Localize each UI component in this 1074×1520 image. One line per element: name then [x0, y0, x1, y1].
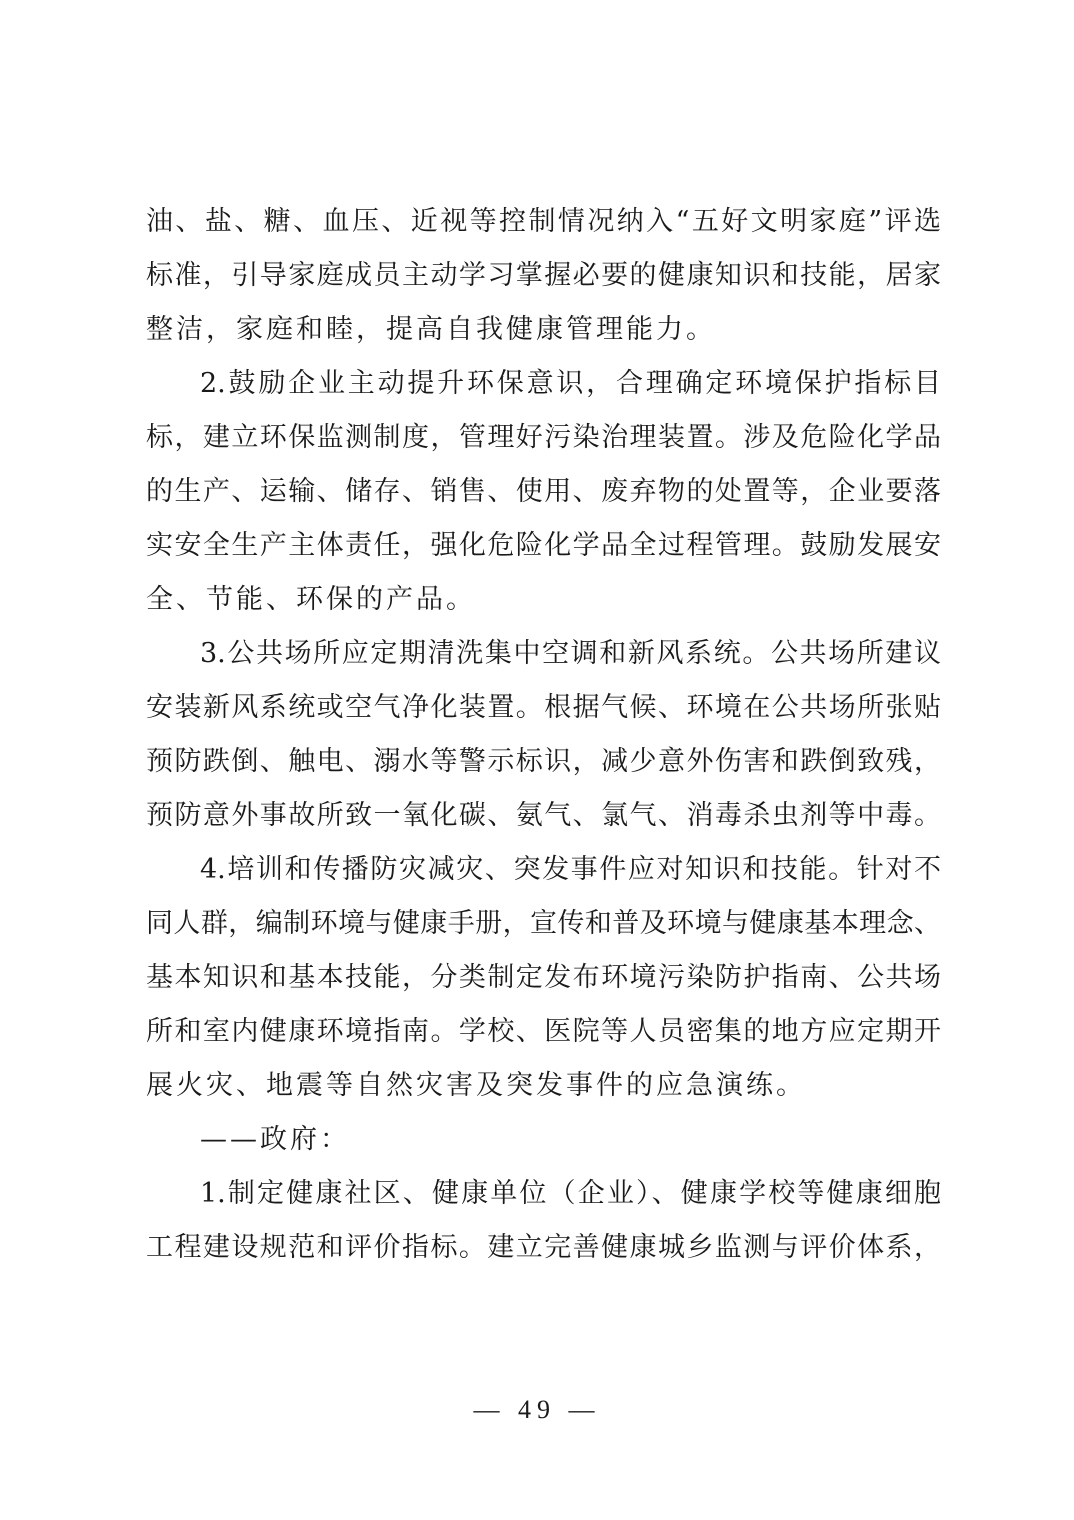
text-line: 实安全生产主体责任，强化危险化学品全过程管理。鼓励发展安	[146, 530, 941, 561]
text-line: 4.培训和传播防灾减灾、突发事件应对知识和技能。针对不	[200, 854, 941, 885]
text-line: 3.公共场所应定期清洗集中空调和新风系统。公共场所建议	[200, 638, 941, 669]
text-line: 同人群，编制环境与健康手册，宣传和普及环境与健康基本理念、	[146, 908, 941, 939]
text-line: 工程建设规范和评价指标。建立完善健康城乡监测与评价体系，	[146, 1232, 941, 1263]
text-line: 标准，引导家庭成员主动学习掌握必要的健康知识和技能，居家	[146, 260, 941, 291]
text-line: 1.制定健康社区、健康单位（企业）、健康学校等健康细胞	[200, 1178, 941, 1209]
text-line: 的生产、运输、储存、销售、使用、废弃物的处置等，企业要落	[146, 476, 941, 507]
text-line: 安装新风系统或空气净化装置。根据气候、环境在公共场所张贴	[146, 692, 941, 723]
text-line: 所和室内健康环境指南。学校、医院等人员密集的地方应定期开	[146, 1016, 941, 1047]
text-line: 全、节能、环保的产品。	[146, 584, 476, 615]
text-line: 预防意外事故所致一氧化碳、氨气、氯气、消毒杀虫剂等中毒。	[146, 800, 941, 831]
text-line: 整洁，家庭和睦，提高自我健康管理能力。	[146, 314, 716, 345]
text-line: 基本知识和基本技能，分类制定发布环境污染防护指南、公共场	[146, 962, 941, 993]
text-line: 预防跌倒、触电、溺水等警示标识，减少意外伤害和跌倒致残，	[146, 746, 941, 777]
text-line: 油、盐、糖、血压、近视等控制情况纳入“五好文明家庭”评选	[146, 206, 941, 237]
section-heading: ——政府：	[200, 1124, 350, 1155]
text-line: 标，建立环保监测制度，管理好污染治理装置。涉及危险化学品	[146, 422, 941, 453]
text-line: 2.鼓励企业主动提升环保意识，合理确定环境保护指标目	[200, 368, 941, 399]
page-number: — 49 —	[473, 1395, 601, 1424]
text-line: 展火灾、地震等自然灾害及突发事件的应急演练。	[146, 1070, 806, 1101]
